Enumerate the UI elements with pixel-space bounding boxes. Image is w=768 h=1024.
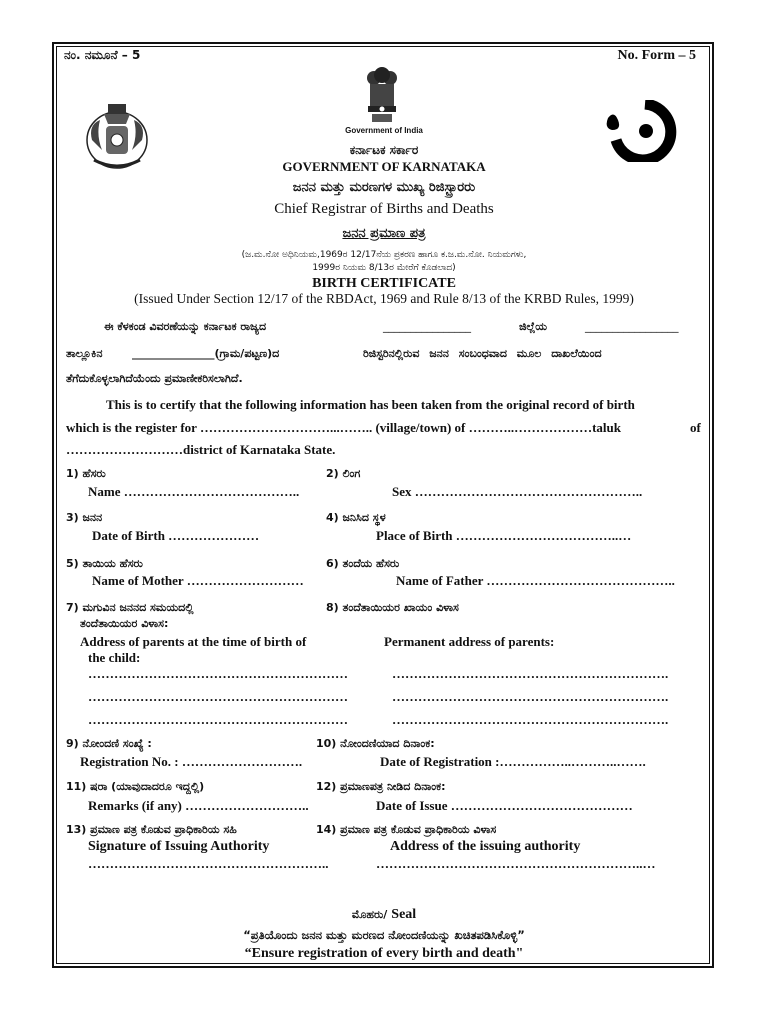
certify-kannada-l2c: ರಿಜಿಸ್ಟರಿನಲ್ಲಿರುವ ಜನನ ಸಂಬಂಧವಾದ ಮೂಲ ದಾಖಲೆಯಿಂದ bbox=[363, 347, 602, 360]
ashoka-emblem-icon bbox=[364, 66, 400, 126]
field-date-of-registration: Date of Registration :……………..………..……. bbox=[380, 754, 646, 769]
field-mother-name: Name of Mother ……………………… bbox=[92, 573, 304, 588]
seal-english: Seal bbox=[391, 907, 417, 922]
certify-kannada-l1c: ಜಿಲ್ಲೆಯ bbox=[519, 320, 548, 333]
field-birth-address-kannada-2: ತಂದೆತಾಯಿಯರ ವಿಳಾಸ: bbox=[80, 617, 169, 630]
field-birth-address-kannada-1: 7) ಮಗುವಿನ ಜನನದ ಸಮಯದಲ್ಲಿ bbox=[66, 601, 194, 614]
authority-address-dots: ……………………………………………………..… bbox=[376, 856, 656, 871]
certify-english-l1: This is to certify that the following information has been taken from the original record of birth bbox=[106, 397, 635, 412]
field-name-kannada: 1) ಹೆಸರು bbox=[66, 467, 106, 480]
field-dob-kannada: 3) ಜನನ bbox=[66, 511, 103, 524]
government-english: GOVERNMENT OF KARNATAKA bbox=[282, 159, 486, 174]
field-sex-kannada: 2) ಲಿಂಗ bbox=[326, 467, 361, 480]
field-mother-kannada: 5) ತಾಯಿಯ ಹೆಸರು bbox=[66, 557, 143, 570]
field-registration-number: Registration No. : ………………………. bbox=[80, 754, 303, 769]
field-remarks: Remarks (if any) ……………………….. bbox=[88, 798, 309, 813]
district-blank: ________________ bbox=[383, 320, 471, 333]
taluk-blank: _________________ bbox=[585, 320, 679, 333]
certify-kannada-l3: ತೆಗೆದುಕೊಳ್ಳಲಾಗಿದೆಯೆಂದು ಪ್ರಮಾಣೀಕರಿಸಲಾಗಿದೆ. bbox=[66, 372, 243, 385]
village-blank: _______________(ಗ್ರಾಮ/ಪಟ್ಟಣ)ದ bbox=[132, 347, 280, 360]
signature-dots: ……………………………………………….. bbox=[88, 856, 329, 871]
seal-kannada: ಮೊಹರು/ bbox=[351, 908, 388, 921]
field-pob-kannada: 4) ಜನಿಸಿದ ಸ್ಥಳ bbox=[326, 511, 386, 524]
field-regno-kannada: 9) ನೋಂದಣಿ ಸಂಖ್ಯೆ : bbox=[66, 737, 152, 750]
field-place-of-birth: Place of Birth ………………………………..… bbox=[376, 528, 632, 543]
issued-under-kannada-line1: (ಜ.ಮ.ನೋ ಅಧಿನಿಯಮ,1969ರ 12/17ನೆಯ ಪ್ರಕರಣ ಹಾಗೂ ಕ.ಜ.ಮ.ನೋ. ನಿಯಮಗಳು, bbox=[241, 250, 527, 260]
certificate-title-kannada: ಜನನ ಪ್ರಮಾಣ ಪತ್ರ bbox=[342, 226, 426, 241]
field-signature-authority: Signature of Issuing Authority bbox=[88, 839, 270, 854]
registrar-english: Chief Registrar of Births and Deaths bbox=[274, 201, 494, 217]
slogan-kannada: “ಪ್ರತಿಯೊಂದು ಜನನ ಮತ್ತು ಮರಣದ ನೋಂದಣಿಯನ್ನು ಖಚಿತಪಡಿಸಿಕೊಳ್ಳಿ” bbox=[243, 928, 525, 942]
field-birth-address-1: Address of parents at the time of birth of bbox=[80, 634, 307, 649]
field-authority-address: Address of the issuing authority bbox=[390, 839, 581, 854]
permanent-address-dots-1: ………………………………………………………. bbox=[392, 666, 669, 681]
emblem-caption: Government of India bbox=[345, 126, 423, 135]
field-birth-address-2: the child: bbox=[88, 650, 141, 665]
field-father-name: Name of Father …………………………………….. bbox=[396, 573, 675, 588]
field-permanent-address-kannada: 8) ತಂದೆತಾಯಿಯರ ಖಾಯಂ ವಿಳಾಸ bbox=[326, 601, 459, 614]
field-date-of-issue: Date of Issue …………………………………… bbox=[376, 798, 633, 813]
certify-kannada-l1a: ಈ ಕೆಳಕಂಡ ವಿವರಣೆಯನ್ನು ಕರ್ನಾಟಕ ರಾಜ್ಯದ bbox=[104, 320, 267, 333]
government-kannada: ಕರ್ನಾಟಕ ಸರ್ಕಾರ bbox=[349, 143, 419, 157]
field-issue-date-kannada: 12) ಪ್ರಮಾಣಪತ್ರ ನೀಡಿದ ದಿನಾಂಕ: bbox=[316, 780, 446, 793]
certify-kannada-l2a: ತಾಲ್ಲೂಕಿನ bbox=[66, 347, 103, 360]
issued-under-english: (Issued Under Section 12/17 of the RBDAct, 1969 and Rule 8/13 of the KRBD Rules, 1999) bbox=[134, 291, 634, 306]
field-father-kannada: 6) ತಂದೆಯ ಹೆಸರು bbox=[326, 557, 400, 570]
certify-english-l2b: of bbox=[690, 420, 701, 435]
field-signature-kannada: 13) ಪ್ರಮಾಣ ಪತ್ರ ಕೊಡುವ ಪ್ರಾಧಿಕಾರಿಯ ಸಹಿ bbox=[66, 823, 237, 836]
field-authority-address-kannada: 14) ಪ್ರಮಾಣ ಪತ್ರ ಕೊಡುವ ಪ್ರಾಧಿಕಾರಿಯ ವಿಳಾಸ bbox=[316, 823, 497, 836]
registrar-kannada: ಜನನ ಮತ್ತು ಮರಣಗಳ ಮುಖ್ಯ ರಿಜಿಸ್ಟ್ರಾರರು bbox=[292, 180, 476, 195]
field-date-of-birth: Date of Birth ………………… bbox=[92, 528, 260, 543]
certify-english-l3: ………………………district of Karnataka State. bbox=[66, 442, 336, 457]
birth-address-dots-3: …………………………………………………… bbox=[88, 712, 348, 727]
field-sex: Sex …………………………………………….. bbox=[392, 484, 643, 499]
certificate-title-english: BIRTH CERTIFICATE bbox=[312, 276, 456, 291]
permanent-address-dots-2: ………………………………………………………. bbox=[392, 689, 669, 704]
slogan-english: “Ensure registration of every birth and death" bbox=[244, 946, 524, 961]
birth-address-dots-2: …………………………………………………… bbox=[88, 689, 348, 704]
issued-under-kannada-line2: 1999ರ ನಿಯಮ 8/13ರ ಮೇರೆಗೆ ಕೊಡಲಾದ) bbox=[312, 263, 456, 273]
form-number-kannada: ನಂ. ನಮೂನೆ – 5 bbox=[64, 48, 141, 62]
certify-english-l2: which is the register for …………………………...…….. (village/town) of ………..………………taluk bbox=[66, 420, 622, 435]
permanent-address-dots-3: ………………………………………………………. bbox=[392, 712, 669, 727]
seal-label bbox=[0, 905, 768, 923]
field-name: Name ………………………………….. bbox=[88, 484, 300, 499]
birth-address-dots-1: …………………………………………………… bbox=[88, 666, 348, 681]
field-regdate-kannada: 10) ನೋಂದಣಿಯಾದ ದಿನಾಂಕ: bbox=[316, 737, 435, 750]
field-permanent-address: Permanent address of parents: bbox=[384, 634, 555, 649]
field-remarks-kannada: 11) ಷರಾ (ಯಾವುದಾದರೂ ಇದ್ದಲ್ಲಿ) bbox=[66, 780, 205, 793]
form-number-english: No. Form – 5 bbox=[617, 48, 696, 63]
